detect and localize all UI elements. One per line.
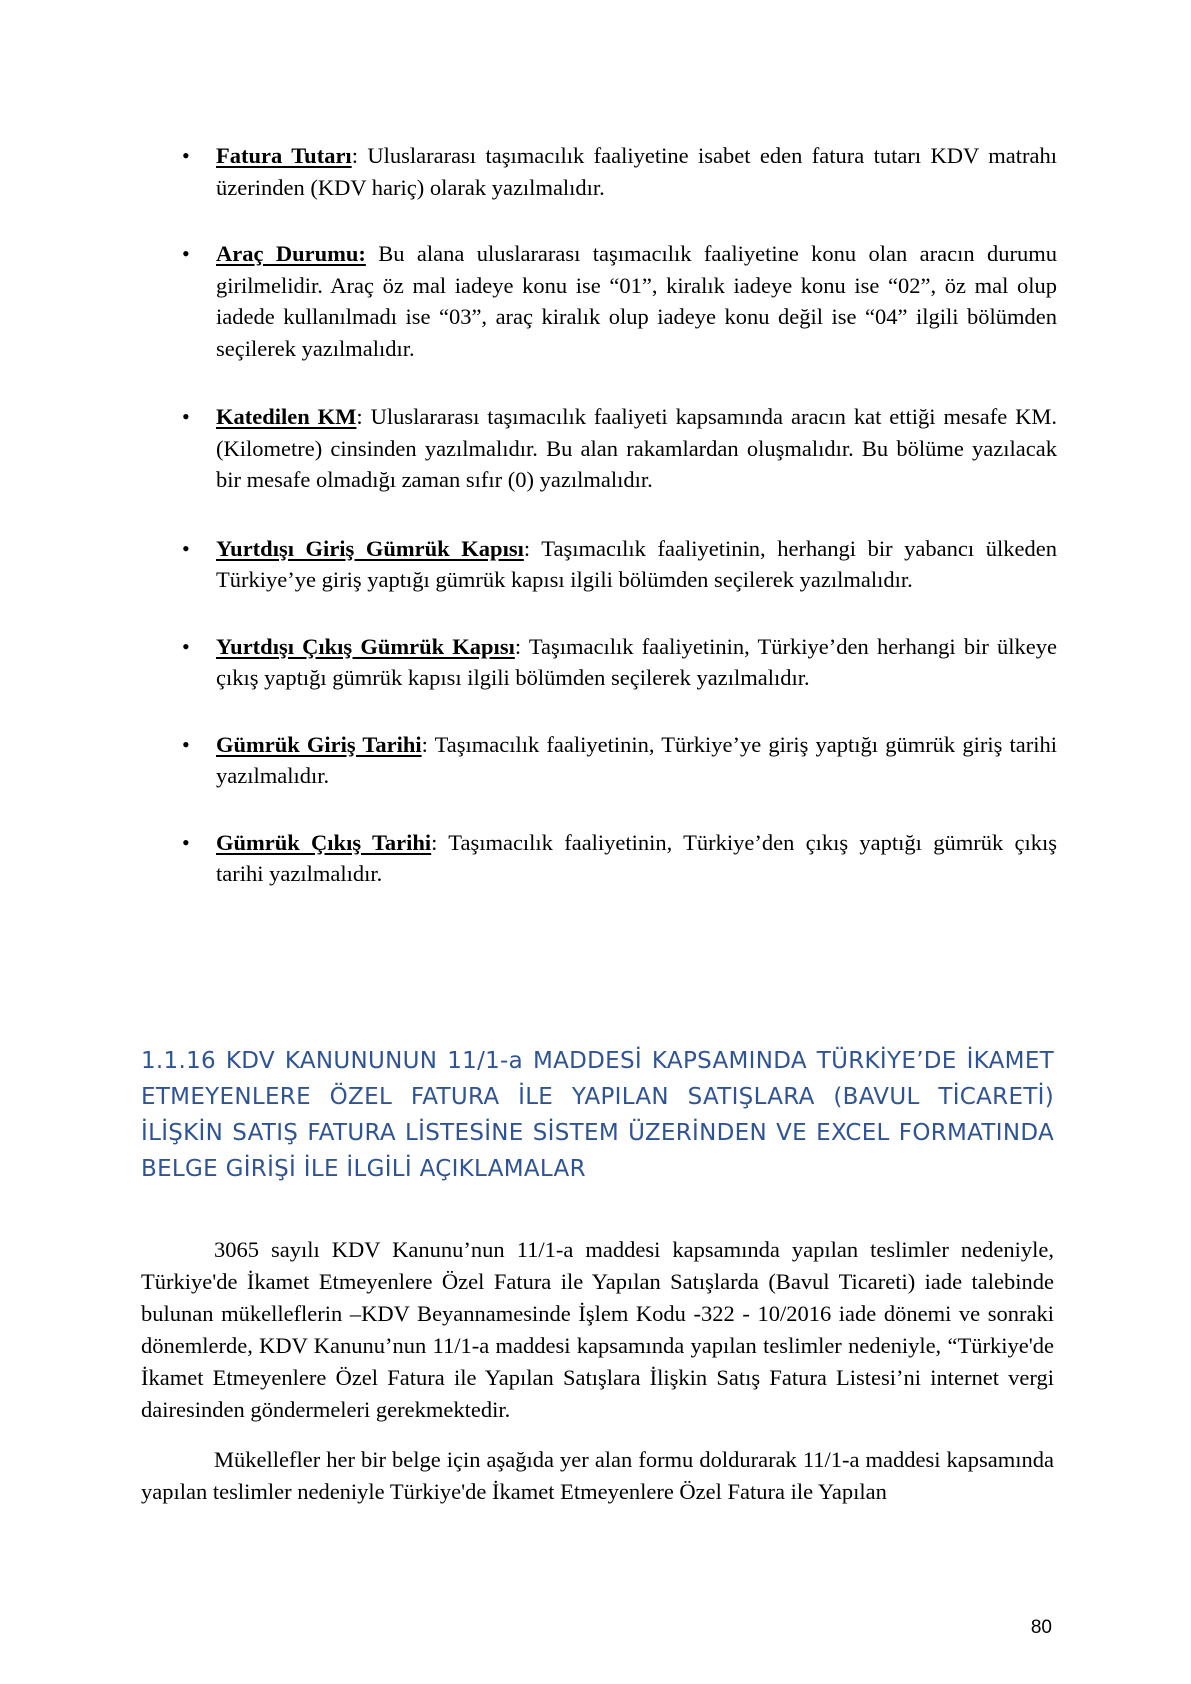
bullet-icon: • [182, 241, 190, 266]
list-item-arac-durumu [182, 238, 1057, 364]
list-item-yurtdisi-giris-gumruk-kapisi [182, 533, 1057, 596]
list-item-term: Katedilen KM [216, 404, 357, 429]
bullet-icon: • [182, 404, 190, 429]
list-item-text: Bu alana uluslararası taşımacılık faaliyetine konu olan aracın durumu girilmelidir. Araç öz mal iadeye konu ise “01”, kiralık iadeye konu ise “02”, öz mal olup iadede kullanılmadı ise “03”, araç kiralık olup iadeye konu değil ise “04” ilgili bölümden seçilerek yazılmalıdır. [216, 241, 1057, 361]
field-description-list [182, 140, 1057, 925]
list-item-katedilen-km [182, 401, 1057, 496]
list-item-term: Gümrük Çıkış Tarihi [216, 829, 432, 855]
list-item-term: Gümrük Giriş Tarihi [216, 731, 422, 757]
bullet-icon: • [182, 535, 190, 561]
bullet-icon: • [182, 829, 190, 855]
list-item-term: Yurtdışı Giriş Gümrük Kapısı [216, 535, 524, 561]
list-item-text: : Taşımacılık faaliyetinin, Türkiye’ye giriş yaptığı gümrük giriş tarihi yazılmalıdır. [216, 731, 1057, 788]
list-item-text: : Taşımacılık faaliyetinin, Türkiye’den çıkış yaptığı gümrük çıkış tarihi yazılmalıdır. [216, 829, 1057, 886]
bullet-icon: • [182, 731, 190, 757]
page-number: 80 [1030, 1617, 1052, 1638]
bullet-icon: • [182, 143, 190, 168]
list-item-text: : Uluslararası taşımacılık faaliyeti kapsamında aracın kat ettiği mesafe KM. (Kilometre) cinsinden yazılmalıdır. Bu alan rakamlardan oluşmalıdır. Bu bölüme yazılacak bir mesafe olmadığı zaman sıfır (0) yazılmalıdır. [216, 404, 1057, 492]
section-heading: 1.1.16 KDV KANUNUNUN 11/1-a MADDESİ KAPSAMINDA TÜRKİYE’DE İKAMET ETMEYENLERE ÖZEL FATURA İLE YAPILAN SATIŞLARA (BAVUL TİCARETİ) İLİŞKİN SATIŞ FATURA LİSTESİNE SİSTEM ÜZERİNDEN VE EXCEL FORMATINDA BELGE GİRİŞİ İLE İLGİLİ AÇIKLAMALAR [141, 1048, 1054, 1182]
list-item-text: : Taşımacılık faaliyetinin, Türkiye’den herhangi bir ülkeye çıkış yaptığı gümrük kapısı ilgili bölümden seçilerek yazılmalıdır. [216, 633, 1057, 690]
list-item-text: : Uluslararası taşımacılık faaliyetine isabet eden fatura tutarı KDV matrahı üzerinden (KDV hariç) olarak yazılmalıdır. [216, 143, 1057, 200]
bullet-icon: • [182, 633, 190, 659]
list-item-term: Fatura Tutarı [216, 143, 352, 168]
body-paragraph-1: 3065 sayılı KDV Kanunu’nun 11/1-a maddesi kapsamında yapılan teslimler nedeniyle, Türkiye'de İkamet Etmeyenlere Özel Fatura ile Yapılan Satışlarda (Bavul Ticareti) iade talebinde bulunan mükelleflerin –KDV Beyannamesinde İşlem Kodu -322 - 10/2016 iade dönemi ve sonraki dönemlerde, KDV Kanunu’nun 11/1-a maddesi kapsamında yapılan teslimler nedeniyle, “Türkiye'de İkamet Etmeyenlere Özel Fatura ile Yapılan Satışlara İlişkin Satış Fatura Listesi’ni internet vergi dairesinden göndermeleri gerekmektedir. [141, 1237, 1054, 1422]
list-item-gumruk-giris-tarihi [182, 729, 1057, 792]
list-item-yurtdisi-cikis-gumruk-kapisi [182, 631, 1057, 694]
list-item-term: Yurtdışı Çıkış Gümrük Kapısı [216, 633, 515, 659]
list-item-term: Araç Durumu: [216, 241, 366, 266]
list-item-text: : Taşımacılık faaliyetinin, herhangi bir yabancı ülkeden Türkiye’ye giriş yaptığı gümrük kapısı ilgili bölümden seçilerek yazılmalıdır. [216, 535, 1057, 592]
list-item-gumruk-cikis-tarihi [182, 827, 1057, 890]
list-item-fatura-tutari [182, 140, 1057, 203]
body-paragraph-2: Mükellefler her bir belge için aşağıda yer alan formu doldurarak 11/1-a maddesi kapsamında yapılan teslimler nedeniyle Türkiye'de İkamet Etmeyenlere Özel Fatura ile Yapılan [141, 1447, 1054, 1504]
